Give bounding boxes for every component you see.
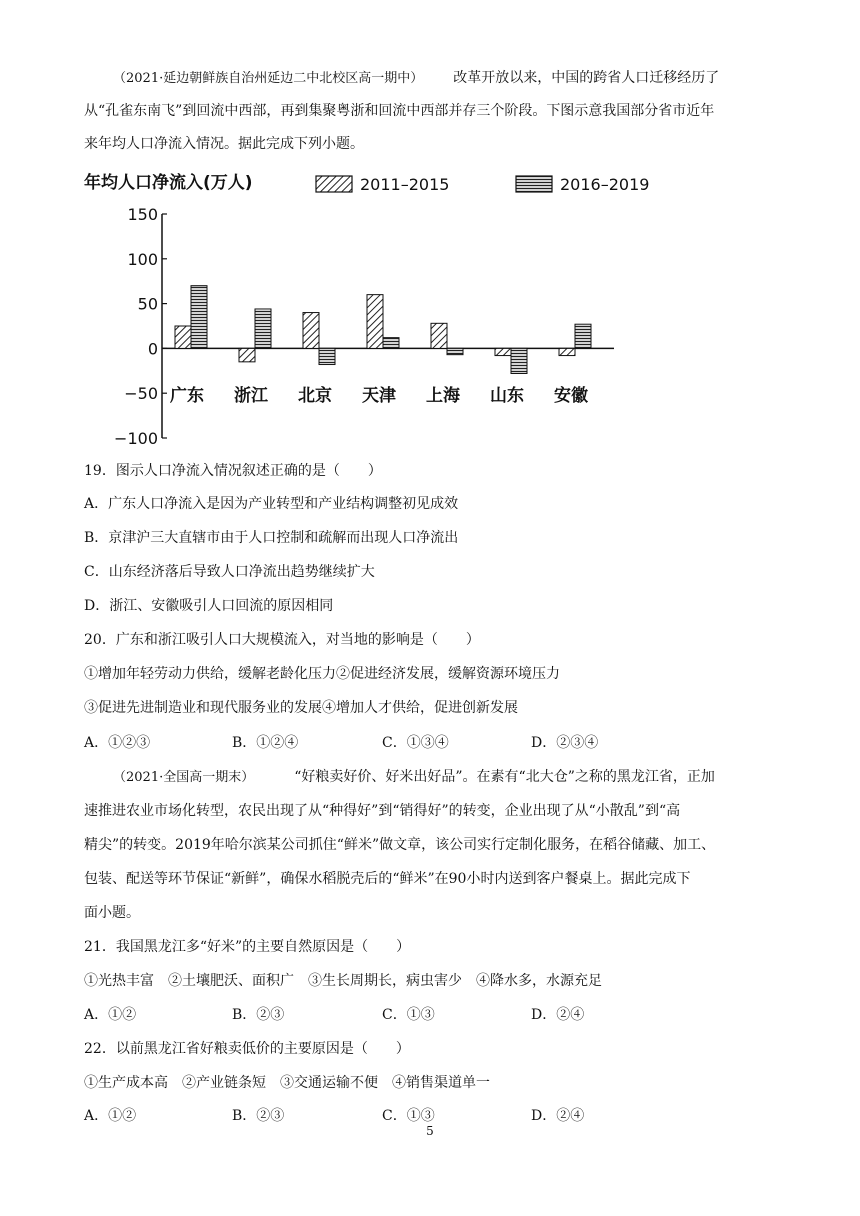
question-21-statements: ①光热丰富 ②土壤肥沃、面积广 ③生长周期长，病虫害少 ④降水多，水源充足	[84, 973, 602, 989]
chart-category-labels	[170, 385, 588, 406]
bar-2011-2015	[367, 295, 383, 349]
bar-2016-2019	[511, 348, 527, 373]
bar-2016-2019	[383, 338, 399, 349]
question-20-option-c[interactable]: C．①③④	[382, 735, 449, 751]
question-19-option-b[interactable]: B．京津沪三大直辖市由于人口控制和疏解而出现人口净流出	[84, 530, 459, 546]
passage-line: 从“孔雀东南飞”到回流中西部，再到集聚粤浙和回流中西部并存三个阶段。下图示意我国部分省市近年	[84, 103, 715, 119]
y-tick-label: 100	[127, 249, 158, 269]
legend-swatch	[516, 176, 552, 192]
question-21-option-c[interactable]: C．①③	[382, 1007, 435, 1023]
bar-2011-2015	[495, 348, 511, 355]
question-22-option-a[interactable]: A．①②	[84, 1108, 137, 1124]
y-tick-label: −50	[124, 384, 158, 404]
question-19-stem: 19．图示人口净流入情况叙述正确的是（ ）	[84, 463, 382, 479]
bar-2011-2015	[303, 313, 319, 349]
question-19-option-d[interactable]: D．浙江、安徽吸引人口回流的原因相同	[84, 598, 334, 614]
question-22-option-d[interactable]: D．②④	[531, 1108, 585, 1124]
y-tick-label: 150	[127, 205, 158, 224]
bar-2016-2019	[575, 324, 591, 348]
question-22-statements: ①生产成本高 ②产业链条短 ③交通运输不便 ④销售渠道单一	[84, 1075, 490, 1091]
y-tick-label: 50	[137, 294, 158, 314]
bar-2011-2015	[175, 326, 191, 348]
bar-2011-2015	[431, 323, 447, 348]
category-label: 天津	[362, 386, 396, 407]
bar-2016-2019	[447, 348, 463, 354]
question-21-option-d[interactable]: D．②④	[531, 1007, 585, 1023]
category-label: 浙江	[234, 386, 268, 407]
passage-line: 精尖”的转变。2019年哈尔滨某公司抓住“鲜米”做文章，该公司实行定制化服务，在稻谷储藏、加工、	[84, 837, 716, 853]
legend-label: 2016–2019	[560, 175, 650, 194]
question-21-option-a[interactable]: A．①②	[84, 1007, 137, 1023]
bar-2011-2015	[559, 348, 575, 355]
question-19-option-c[interactable]: C．山东经济落后导致人口净流出趋势继续扩大	[84, 564, 375, 580]
category-label: 广东	[170, 386, 204, 407]
bar-2011-2015	[239, 348, 255, 361]
y-tick-label: −100	[114, 429, 158, 448]
question-22-stem: 22．以前黑龙江省好粮卖低价的主要原因是（ ）	[84, 1041, 410, 1057]
chart-legend	[316, 175, 649, 194]
chart-title: 年均人口净流入(万人)	[84, 173, 253, 193]
question-21-option-b[interactable]: B．②③	[232, 1007, 285, 1023]
bar-2016-2019	[319, 348, 335, 364]
passage-line	[113, 767, 813, 788]
question-20-option-d[interactable]: D．②③④	[531, 735, 599, 751]
category-label: 上海	[426, 386, 460, 407]
legend-swatch	[316, 176, 352, 192]
question-20-statements: ①增加年轻劳动力供给，缓解老龄化压力②促进经济发展，缓解资源环境压力	[84, 666, 560, 682]
question-20-statements: ③促进先进制造业和现代服务业的发展④增加人才供给，促进创新发展	[84, 700, 518, 716]
question-19-option-a[interactable]: A．广东人口净流入是因为产业转型和产业结构调整初见成效	[84, 496, 459, 512]
passage-line	[113, 68, 813, 89]
passage-line: 面小题。	[84, 905, 140, 921]
bar-2016-2019	[255, 309, 271, 348]
question-source: （2021·全国高一期末）	[113, 770, 255, 785]
passage-line: 来年均人口净流入情况。据此完成下列小题。	[84, 136, 364, 152]
passage-text: 改革开放以来，中国的跨省人口迁移经历了	[453, 70, 720, 86]
question-20-option-b[interactable]: B．①②④	[232, 735, 299, 751]
passage-line: 速推进农业市场化转型，农民出现了从“种得好”到“销得好”的转变，企业出现了从“小散乱”到“高	[84, 803, 681, 819]
question-22-option-c[interactable]: C．①③	[382, 1108, 435, 1124]
chart-bars	[175, 286, 591, 374]
question-22-option-b[interactable]: B．②③	[232, 1108, 285, 1124]
category-label: 北京	[298, 386, 332, 407]
passage-line: 包装、配送等环节保证“新鲜”，确保水稻脱壳后的“鲜米”在90小时内送到客户餐桌上。据此完成下	[84, 871, 691, 887]
legend-label: 2011–2015	[360, 175, 450, 194]
question-21-stem: 21．我国黑龙江多“好米”的主要自然原因是（ ）	[84, 939, 411, 955]
bar-2016-2019	[191, 286, 207, 349]
category-label: 山东	[490, 386, 524, 407]
question-20-stem: 20．广东和浙江吸引人口大规模流入，对当地的影响是（ ）	[84, 632, 480, 648]
question-source: （2021·延边朝鲜族自治州延边二中北校区高一期中）	[113, 71, 424, 86]
y-tick-label: 0	[147, 339, 158, 359]
question-20-option-a[interactable]: A．①②③	[84, 735, 151, 751]
population-inflow-bar-chart	[84, 166, 650, 448]
passage-text: “好粮卖好价、好米出好品”。在素有“北大仓”之称的黑龙江省，正加	[294, 769, 715, 785]
page-number: 5	[426, 1124, 434, 1138]
category-label: 安徽	[554, 386, 588, 407]
